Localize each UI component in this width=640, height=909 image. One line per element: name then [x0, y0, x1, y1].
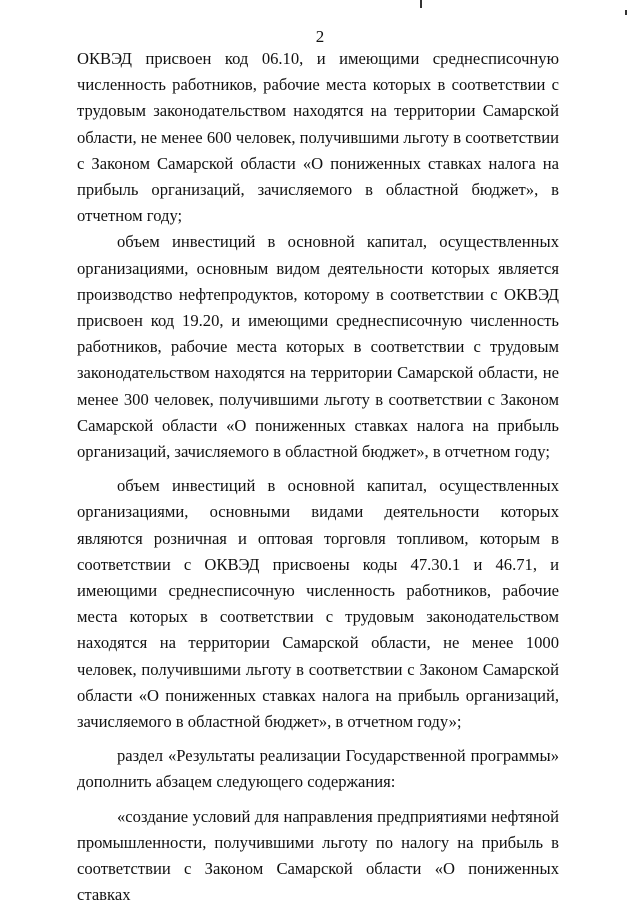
paragraph-continuation: ОКВЭД присвоен код 06.10, и имеющими среднесписочную численность работников, рабочие места которых в соответствии с трудовым законодательством находятся на территории Самарской области, не менее 600 человек, получившими льготу в соответствии с Законом Самарской области «О пониженных ставках налога на прибыль организаций, зачисляемого в областной бюджет», в отчетном году; [77, 49, 559, 226]
scan-artifact [420, 0, 422, 8]
page-number: 2 [315, 27, 325, 46]
paragraph-new-item: «создание условий для направления предприятиями нефтяной промышленности, получившими льготу по налогу на прибыль в соответствии с Законом Самарской области «О пониженных ставках [77, 806, 559, 905]
document-body [77, 46, 559, 909]
paragraph-investment-oil-products: объем инвестиций в основной капитал, осуществленных организациями, основным видом деятельности которых является производство нефтепродуктов, которому в соответствии с ОКВЭД присвоен код 19.20, и имеющими среднесписочную численность работников, рабочие места которых в соответствии с трудовым законодательством находятся на территории Самарской области, не менее 300 человек, получившими льготу в соответствии с Законом Самарской области «О пониженных ставках налога на прибыль организаций, зачисляемого в областной бюджет», в отчетном году; [77, 232, 559, 462]
paragraph-section-results: раздел «Результаты реализации Государственной программы» дополнить абзацем следующего содержания: [77, 746, 559, 792]
scan-artifact [625, 10, 627, 15]
paragraph-investment-fuel-trade: объем инвестиций в основной капитал, осуществленных организациями, основными видами деятельности которых являются розничная и оптовая торговля топливом, которым в соответствии с ОКВЭД присвоены коды 47.30.1 и 46.71, и имеющими среднесписочную численность работников, рабочие места которых в соответствии с трудовым законодательством находятся на территории Самарской области, не менее 1000 человек, получившими льготу в соответствии с Законом Самарской области «О пониженных ставках налога на прибыль организаций, зачисляемого в областной бюджет», в отчетном году»; [77, 476, 559, 732]
